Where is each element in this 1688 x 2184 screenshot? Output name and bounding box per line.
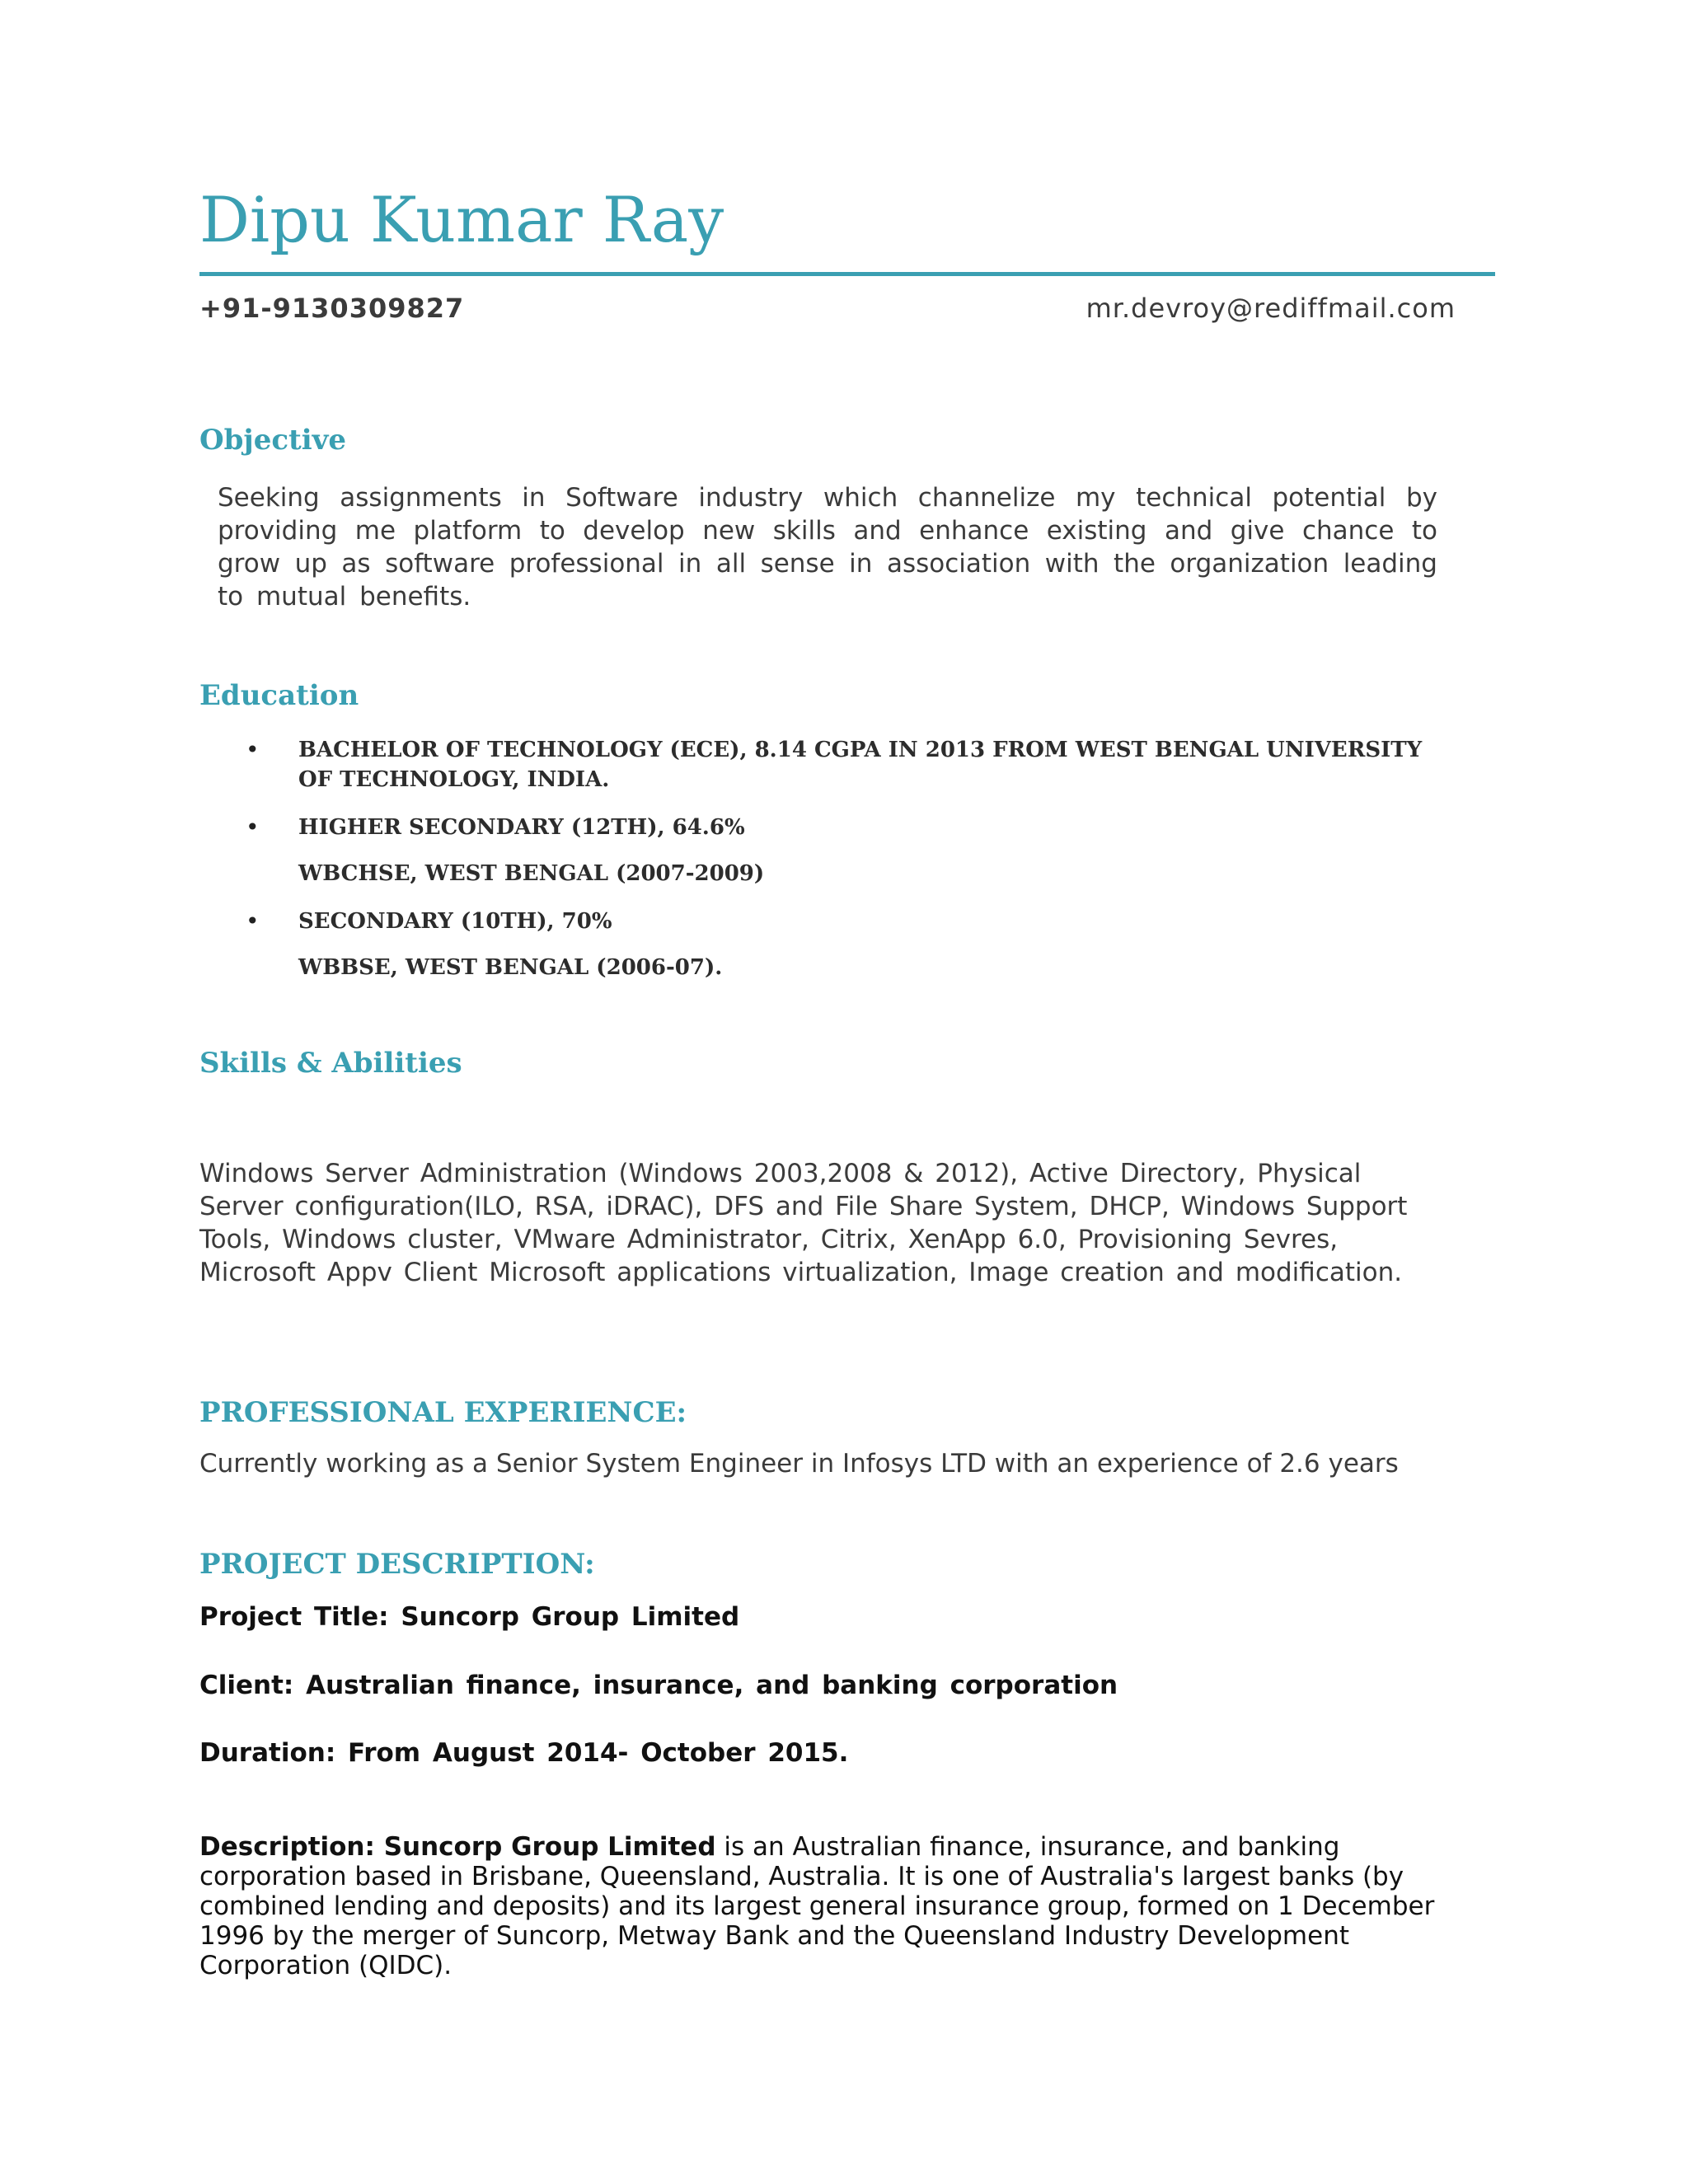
project-description-label: Description: Suncorp Group Limited (199, 1832, 716, 1862)
project-description-text: is an Australian finance, insurance, and banking corporation based in Brisbane, Queensland, Australia. It is one of Australia's largest banks (by combined lending and deposits) and its largest general insurance group, formed on 1 December 1996 by the merger of Suncorp, Metway Bank and the Queensland Industry Development Corporation (QIDC). (199, 1832, 1435, 1980)
education-list (199, 735, 1436, 982)
education-degree: HIGHER SECONDARY (12TH), 64.6% (298, 815, 745, 840)
header-divider (199, 272, 1495, 276)
education-degree: SECONDARY (10TH), 70% (298, 909, 612, 934)
education-heading: Education (199, 679, 359, 712)
objective-heading: Objective (199, 424, 347, 457)
education-degree: BACHELOR OF TECHNOLOGY (ECE), 8.14 CGPA IN 2013 FROM WEST BENGAL UNIVERSITY OF TECHNOLOGY, INDIA. (298, 738, 1423, 792)
education-item (199, 907, 1436, 982)
bullet-icon: • (246, 813, 260, 841)
candidate-name: Dipu Kumar Ray (199, 183, 724, 256)
education-board: WBCHSE, WEST BENGAL (2007-2009) (298, 861, 765, 886)
project-client: Client: Australian finance, insurance, and banking corporation (199, 1671, 1118, 1700)
project-heading: PROJECT DESCRIPTION: (199, 1548, 595, 1581)
bullet-icon: • (246, 907, 260, 935)
project-description (199, 1832, 1485, 1980)
phone-number: +91-9130309827 (199, 293, 465, 324)
objective-text: Seeking assignments in Software industry which channelize my technical potential by providing me platform to develop new skills and enhance existing and give chance to grow up as software professional in all sense in association with the organization leading to mutual benefits. (218, 483, 1437, 612)
bullet-icon: • (246, 736, 260, 763)
education-board: WBBSE, WEST BENGAL (2006-07). (298, 955, 723, 980)
email-address: mr.devroy@rediffmail.com (1085, 293, 1456, 324)
experience-text: Currently working as a Senior System Engineer in Infosys LTD with an experience of 2.6 years (199, 1449, 1399, 1479)
education-item (199, 735, 1436, 794)
project-duration: Duration: From August 2014- October 2015. (199, 1738, 849, 1768)
experience-heading: PROFESSIONAL EXPERIENCE: (199, 1396, 687, 1429)
skills-text: Windows Server Administration (Windows 2003,2008 & 2012), Active Directory, Physical Server configuration(ILO, RSA, iDRAC), DFS and File Share System, DHCP, Windows Support Tools, Windows cluster, VMware Administrator, Citrix, XenApp 6.0, Provisioning Sevres, Microsoft Appv Client Microsoft applications virtualization, Image creation and modification. (199, 1159, 1408, 1287)
skills-heading: Skills & Abilities (199, 1047, 462, 1080)
project-title: Project Title: Suncorp Group Limited (199, 1602, 740, 1632)
education-item (199, 813, 1436, 888)
